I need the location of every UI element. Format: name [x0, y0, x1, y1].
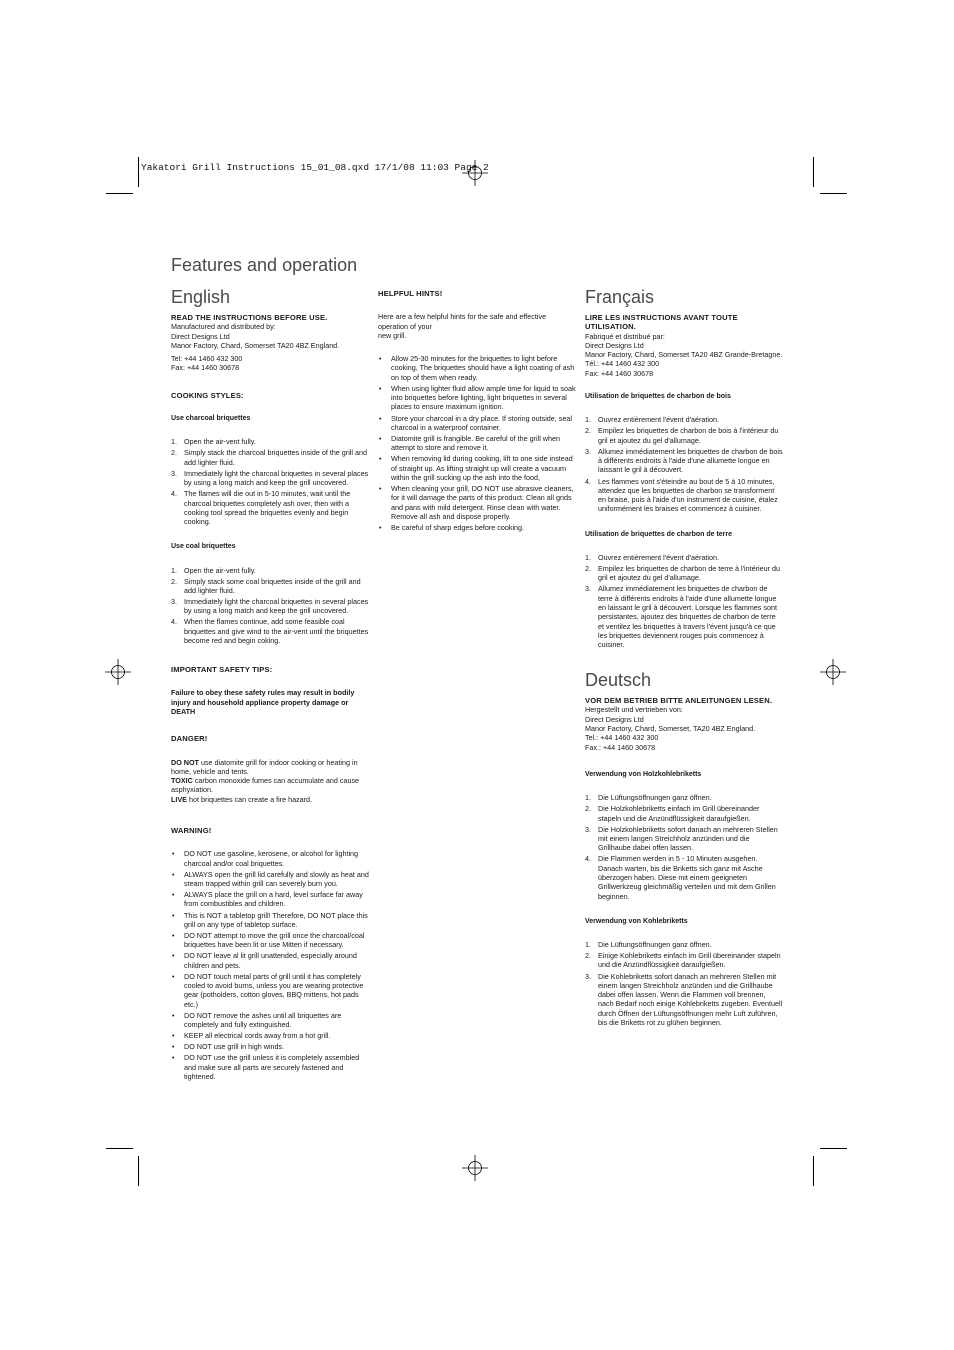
list-item: 3. Immediately light the charcoal briquettes in several places by using a long match and keep the grill uncovered.	[171, 597, 369, 616]
crop-mark-bottom-left-horizontal	[106, 1148, 133, 1149]
english-cooking-styles: COOKING STYLES:	[171, 390, 244, 400]
list-item: 2. Empilez les briquettes de charbon de bois à l'intérieur du gril et ajoutez du gel d'allumage.	[585, 426, 779, 445]
page-title: Features and operation	[171, 255, 358, 275]
deutsch-fax: Fax.: +44 1460 30678	[585, 742, 656, 752]
francais-tel: Tél.: +44 1460 432 300	[585, 359, 660, 369]
list-item: 1. Open the air-vent fully.	[171, 565, 256, 575]
deutsch-maker-line: Direct Designs Ltd	[585, 714, 644, 724]
deutsch-charcoal-steps	[585, 793, 783, 901]
english-warning-title: WARNING!	[171, 826, 212, 836]
deutsch-charcoal-title: Verwendung von Holzkohlebriketts	[585, 770, 702, 778]
francais-read-first: LIRE LES INSTRUCTIONS AVANT TOUTE UTILISATION.	[585, 313, 738, 332]
deutsch-read-first: VOR DEM BETRIEB BITTE ANLEITUNGEN LESEN.	[585, 696, 773, 706]
francais-deutsch-column	[585, 286, 783, 1029]
list-item: • This is NOT a tabletop grill! Therefore, DO NOT place this grill on any type of tabletop surface.	[172, 910, 368, 929]
list-item: • DO NOT use gasoline, kerosene, or alcohol for lighting charcoal and/or coal briquettes.	[172, 849, 359, 868]
hints-intro: new grill.	[378, 330, 407, 340]
hints-list	[378, 354, 576, 532]
crop-mark-bottom-left-vertical	[138, 1156, 139, 1186]
list-item: • When removing lid during cooking, lift to one side instead of straight up. As lifting straight up will create a vacuum within the grill sucking up the ash into the food,	[379, 454, 573, 482]
english-column	[171, 286, 369, 1083]
english-safety-warning: Failure to obey these safety rules may result in bodily injury and household appliance property damage or DEATH	[171, 688, 355, 716]
list-item: 4. Die Flammen werden in 5 - 10 Minuten ausgehen. Danach warten, bis die Briketts sich ganz mit Asche überzogen haben. Diese mit einem geeigneten Grillwerkzeug gleichmäßig verteilen und mit dem Grillen beginnen.	[585, 854, 776, 901]
english-coal-title: Use coal briquettes	[171, 543, 236, 551]
list-item: 3. Allumez immédiatement les briquettes de charbon de terre à différents endroits à l'aide d'une allumette longue en laissant le gril à découvert. Lorsque les flammes sont persistantes, ajoutez des briquettes de charbon de terre et ventilez les briquettes à travers l'évent jusqu'à ce que les briquettes deviennent rouges puis commencez à cuisiner.	[585, 584, 777, 650]
list-item: • When using lighter fluid allow ample time for liquid to soak into briquettes before lighting, light briquettes in several places to ensure maximum ignition.	[379, 383, 576, 412]
list-item: 3. Die Holzkohlebriketts sofort danach an mehreren Stellen mit einem langen Streichholz anzünden und die Grillhaube dabei offen lassen.	[585, 824, 778, 853]
english-warning-list	[171, 849, 369, 1081]
hints-intro: Here are a few helpful hints for the safe and effective operation of your	[378, 312, 547, 331]
list-item: • ALWAYS open the grill lid carefully and slowly as heat and steam trapped within grill can severely burn you.	[172, 869, 369, 889]
francais-coal-title: Utilisation de briquettes de charbon de terre	[585, 530, 733, 538]
deutsch-tel: Tel.: +44 1460 432 300	[585, 733, 659, 743]
list-item: • DO NOT touch metal parts of grill until it has completely cooled to avoid burns, unless you are wearing protective gear (potholders, cotton gloves, BBQ mittens, hot pads etc.)	[172, 971, 364, 1009]
list-item: 2. Simply stack the charcoal briquettes inside of the grill and add lighter fluid.	[171, 448, 367, 467]
francais-coal-steps	[585, 553, 783, 650]
francais-maker-line: Direct Designs Ltd	[585, 340, 644, 350]
crop-mark-bottom-right-horizontal	[820, 1148, 847, 1149]
printer-slug: Yakatori Grill Instructions 15_01_08.qxd 17/1/08 11:03 Page 2	[141, 162, 489, 173]
english-maker-line: Direct Designs Ltd	[171, 331, 230, 341]
list-item: 2. Simply stack some coal briquettes inside of the grill and add lighter fluid.	[171, 576, 361, 595]
list-item: 3. Allumez immédiatement les briquettes de charbon de bois à différents endroits à l'aide d'une allumette longue en laissant le gril à découvert.	[585, 446, 783, 475]
list-item: • DO NOT use the grill unless it is completely assembled and make sure all parts are securely fastened and tightened.	[172, 1053, 360, 1081]
list-item: • ALWAYS place the grill on a hard, level surface far away from combustibles and children.	[172, 890, 363, 909]
list-item: 2. Empilez les briquettes de charbon de terre à l'intérieur du gril et ajoutez du gel d'allumage.	[585, 563, 780, 583]
list-item: 3. Immediately light the charcoal briquettes in several places by using a long match and keep the grill uncovered.	[171, 468, 369, 488]
crop-mark-top-right-horizontal	[820, 193, 847, 194]
english-tel: Tel: +44 1460 432 300	[171, 354, 243, 364]
english-charcoal-steps	[171, 437, 369, 526]
registration-mark-top-icon	[462, 160, 488, 186]
registration-mark-left-icon	[105, 659, 131, 685]
francais-charcoal-steps	[585, 415, 783, 513]
list-item: 2. Einige Kohlebriketts einfach im Grill übereinander stapeln und die Anzündflüssigkeit daraufgießen.	[585, 951, 781, 970]
english-charcoal-title: Use charcoal briquettes	[171, 415, 251, 423]
english-danger-title: DANGER!	[171, 734, 208, 744]
english-danger-item: TOXIC carbon monoxide fumes can accumulate and cause asphyxiation.	[171, 776, 360, 795]
list-item: • Allow 25-30 minutes for the briquettes to light before cooking, The briquettes should have a light coating of ash on top of them when ready.	[379, 354, 575, 382]
list-item: 1. Die Lüftungsöffnungen ganz öffnen.	[585, 793, 712, 803]
deutsch-maker-line: Hergestellt und vertrieben von:	[585, 705, 683, 715]
deutsch-heading: Deutsch	[585, 670, 652, 691]
english-maker-line: Manor Factory, Chard, Somerset TA20 4BZ England.	[171, 340, 340, 350]
crop-mark-top-left-vertical	[138, 157, 139, 187]
list-item: 4. Les flammes vont s'éteindre au bout de 5 à 10 minutes, attendez que les briquettes de charbon se transforment en braise, puis à l'aide d'un instrument de cuisine, étalez uniformément les braises et commencez à cuisiner.	[585, 476, 778, 514]
registration-mark-bottom-icon	[462, 1155, 488, 1181]
list-item: • Be careful of sharp edges before cooking.	[379, 523, 525, 533]
francais-maker-line: Fabriqué et distribué par:	[585, 331, 665, 341]
list-item: 1. Die Lüftungsöffnungen ganz öffnen.	[585, 940, 712, 950]
hints-title: HELPFUL HINTS!	[378, 289, 443, 298]
list-item: • Diatomite grill is frangible. Be careful of the grill when attempt to store and remove it.	[379, 433, 560, 453]
english-heading: English	[171, 287, 231, 307]
english-danger-item: DO NOT use diatomite grill for indoor cooking or heating in home, vehicle and tents.	[171, 757, 358, 776]
deutsch-coal-steps	[585, 940, 783, 1027]
crop-mark-top-right-vertical	[813, 157, 814, 187]
list-item: • DO NOT leave al lit grill unattended, especially around children and pets.	[172, 951, 357, 970]
list-item: • DO NOT remove the ashes until all briquettes are completely and fully extinguished.	[172, 1010, 342, 1029]
list-item: 1. Ouvrez entièrement l'évent d'aération.	[585, 552, 720, 562]
francais-fax: Fax: +44 1460 30678	[585, 368, 654, 378]
list-item: 1. Open the air-vent fully.	[171, 437, 256, 447]
list-item: 4. When the flames continue, add some feasible coal briquettes and give wind to the air-vent until the briquettes become red and begin coking.	[171, 617, 369, 645]
list-item: • When cleaning your grill, DO NOT use abrasive cleaners, for it will damage the parts of this product. Clean all grids and pans with mild detergent. Rinse clean with water. Remove all ash and dispose properly.	[379, 484, 574, 521]
francais-heading: Français	[585, 287, 655, 307]
hints-column	[378, 289, 576, 534]
english-danger-item: LIVE hot briquettes can create a fire hazard.	[171, 794, 313, 804]
list-item: • KEEP all electrical cords away from a hot grill.	[172, 1031, 331, 1041]
list-item: 1. Ouvrez entièrement l'évent d'aération.	[585, 415, 720, 425]
registration-mark-right-icon	[820, 659, 846, 685]
list-item: 2. Die Holzkohlebriketts einfach im Grill übereinander stapeln und die Anzündflüssigkeit daraufgießen.	[585, 804, 760, 823]
deutsch-maker-line: Manor Factory, Chard, Somerset, TA20 4BZ England.	[585, 724, 756, 734]
list-item: • Store your charcoal in a dry place. If storing outside, seal charcoal in a waterproof container.	[379, 413, 572, 432]
francais-maker-line: Manor Factory, Chard, Somerset TA20 4BZ Grande-Bretagne.	[585, 350, 783, 360]
english-safety-title: IMPORTANT SAFETY TIPS:	[171, 665, 273, 675]
english-fax: Fax: +44 1460 30678	[171, 363, 240, 373]
list-item: 3. Die Kohlebriketts sofort danach an mehreren Stellen mit einem langen Streichholz anzünden und die Grillhaube dabei offen lassen. Wenn die Flammen voll brennen, nach Bedarf noch einige Kohlebriketts zugeben. Eventuell durch Öffnen der Lüftungsöffnungen mehr Luft zuführen, bis die Briketts rot zu glühen beginnen.	[585, 971, 783, 1027]
crop-mark-top-left-horizontal	[106, 193, 133, 194]
english-coal-steps	[171, 566, 369, 646]
list-item: • DO NOT attempt to move the grill once the charcoal/coal briquettes have been lit or use Mitten if necessary.	[172, 930, 365, 950]
deutsch-coal-title: Verwendung von Kohlebriketts	[585, 917, 688, 925]
list-item: • DO NOT use grill in high winds.	[172, 1042, 285, 1052]
english-read-first: READ THE INSTRUCTIONS BEFORE USE.	[171, 313, 328, 322]
list-item: 4. The flames will die out in 5-10 minutes, wait until the charcoal briquettes completely ash over, then with a cooking tool spread the briquettes evenly and begin cooking.	[171, 489, 351, 527]
english-maker-line: Manufactured and distributed by:	[171, 322, 276, 332]
crop-mark-bottom-right-vertical	[813, 1156, 814, 1186]
francais-charcoal-title: Utilisation de briquettes de charbon de bois	[585, 393, 731, 401]
